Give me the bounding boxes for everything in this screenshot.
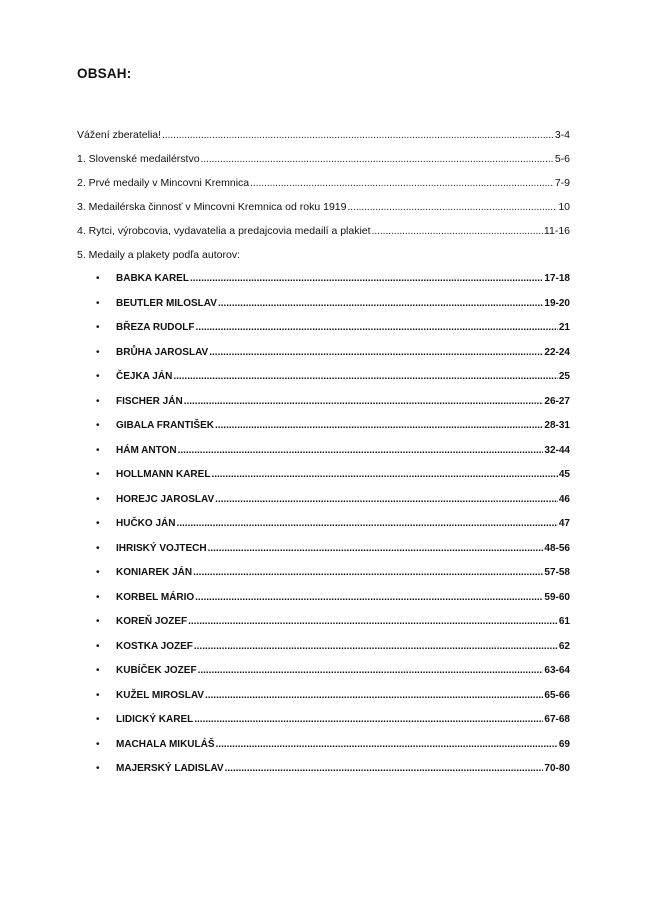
toc-entry-pages: 7-9 <box>554 177 570 189</box>
author-pages: 59-60 <box>544 591 570 603</box>
bullet-icon: • <box>96 395 100 407</box>
author-entry[interactable] <box>96 271 570 296</box>
toc-entry-chapter-3[interactable] <box>77 199 570 223</box>
author-pages: 65-66 <box>544 689 570 701</box>
dot-leader <box>184 394 544 410</box>
author-name: KOREŇ JOZEF <box>116 616 188 627</box>
toc-entry-chapter-2[interactable] <box>77 175 570 199</box>
author-pages: 57-58 <box>544 567 570 578</box>
bullet-icon: • <box>96 518 100 529</box>
author-name: GIBALA FRANTIŠEK <box>116 420 214 431</box>
dot-leader <box>211 467 557 483</box>
toc-entry-greeting[interactable] <box>77 127 570 151</box>
author-entry[interactable] <box>96 663 570 688</box>
author-entry[interactable] <box>96 688 570 713</box>
author-pages: 69 <box>558 738 570 750</box>
author-pages: 70-80 <box>544 763 570 774</box>
bullet-icon: • <box>96 420 100 431</box>
author-entry[interactable] <box>96 394 570 419</box>
author-name: FISCHER JÁN <box>116 395 183 407</box>
bullet-icon: • <box>96 469 100 480</box>
dot-leader <box>188 614 558 630</box>
toc-entry-label: 1. Slovenské medailérstvo <box>77 153 200 165</box>
bullet-icon: • <box>96 542 100 554</box>
author-pages: 26-27 <box>544 395 570 407</box>
bullet-icon: • <box>96 689 100 701</box>
toc-entry-chapter-5[interactable] <box>77 247 570 271</box>
author-entry[interactable] <box>96 541 570 566</box>
author-pages: 19-20 <box>544 297 570 309</box>
dot-leader <box>162 128 554 144</box>
dot-leader <box>372 224 543 240</box>
toc-entry-label: 5. Medaily a plakety podľa autorov: <box>77 249 240 261</box>
toc-entry-label: 3. Medailérska činnosť v Mincovni Kremnica od roku 1919 <box>77 201 347 213</box>
author-entry[interactable] <box>96 590 570 615</box>
author-name: HÁM ANTON <box>116 444 177 456</box>
dot-leader <box>176 516 557 532</box>
author-entry[interactable] <box>96 565 570 590</box>
dot-leader <box>215 418 543 434</box>
toc-entry-pages: 3-4 <box>554 129 570 141</box>
bullet-icon: • <box>96 297 100 309</box>
toc-entry-chapter-4[interactable] <box>77 223 570 247</box>
author-name: KORBEL MÁRIO <box>116 591 195 603</box>
author-name: ČEJKA JÁN <box>116 371 173 382</box>
dot-leader <box>201 152 554 168</box>
author-pages: 32-44 <box>544 444 570 456</box>
author-entry[interactable] <box>96 737 570 762</box>
author-pages: 28-31 <box>544 420 570 431</box>
author-name: KUBÍČEK JOZEF <box>116 665 197 676</box>
table-of-contents <box>77 127 570 271</box>
author-entry[interactable] <box>96 492 570 517</box>
author-entry[interactable] <box>96 369 570 394</box>
dot-leader <box>196 320 558 336</box>
author-pages: 17-18 <box>544 273 570 284</box>
author-name: IHRISKÝ VOJTECH <box>116 542 207 554</box>
dot-leader <box>250 176 554 192</box>
bullet-icon: • <box>96 714 100 725</box>
author-name: BEUTLER MILOSLAV <box>116 297 217 309</box>
author-entry[interactable] <box>96 614 570 639</box>
author-pages: 61 <box>558 616 570 627</box>
author-entry[interactable] <box>96 320 570 345</box>
bullet-icon: • <box>96 763 100 774</box>
author-entry[interactable] <box>96 761 570 786</box>
author-name: KOSTKA JOZEF <box>116 640 193 652</box>
author-name: HOREJC JAROSLAV <box>116 493 215 505</box>
toc-entry-label: Vážení zberatelia! <box>77 129 162 141</box>
author-name: KONIAREK JÁN <box>116 567 193 578</box>
author-name: HOLLMANN KAREL <box>116 469 211 480</box>
dot-leader <box>194 639 558 655</box>
toc-entry-pages: 10 <box>558 201 570 213</box>
author-entry[interactable] <box>96 712 570 737</box>
author-name: KUŽEL MIROSLAV <box>116 689 204 701</box>
author-name: MACHALA MIKULÁŠ <box>116 738 215 750</box>
author-entry[interactable] <box>96 467 570 492</box>
bullet-icon: • <box>96 665 100 676</box>
bullet-icon: • <box>96 371 100 382</box>
author-pages: 67-68 <box>544 714 570 725</box>
author-pages: 22-24 <box>544 346 570 358</box>
dot-leader <box>215 492 558 508</box>
author-pages: 62 <box>558 640 570 652</box>
bullet-icon: • <box>96 493 100 505</box>
author-pages: 46 <box>558 493 570 505</box>
author-pages: 47 <box>558 518 570 529</box>
bullet-icon: • <box>96 616 100 627</box>
bullet-icon: • <box>96 567 100 578</box>
dot-leader <box>209 345 543 361</box>
bullet-icon: • <box>96 738 100 750</box>
toc-entry-pages: 11-16 <box>543 225 570 237</box>
dot-leader <box>225 761 544 777</box>
page-title: OBSAH: <box>77 66 132 81</box>
toc-entry-chapter-1[interactable] <box>77 151 570 175</box>
toc-entry-label: 2. Prvé medaily v Mincovni Kremnica <box>77 177 250 189</box>
dot-leader <box>190 271 543 287</box>
toc-entry-label: 4. Rytci, výrobcovia, vydavatelia a predajcovia medailí a plakiet <box>77 225 371 237</box>
author-name: HUČKO JÁN <box>116 518 176 529</box>
author-name: BABKA KAREL <box>116 273 189 284</box>
dot-leader <box>205 688 543 704</box>
author-entry[interactable] <box>96 516 570 541</box>
author-pages: 45 <box>558 469 570 480</box>
bullet-icon: • <box>96 444 100 456</box>
author-entry[interactable] <box>96 345 570 370</box>
author-pages: 21 <box>558 322 570 333</box>
dot-leader <box>216 737 558 753</box>
author-name: LIDICKÝ KAREL <box>116 714 194 725</box>
toc-entry-pages: 5-6 <box>554 153 570 165</box>
bullet-icon: • <box>96 273 100 284</box>
dot-leader <box>193 565 543 581</box>
bullet-icon: • <box>96 322 100 333</box>
author-entry[interactable] <box>96 296 570 321</box>
bullet-icon: • <box>96 346 100 358</box>
dot-leader <box>198 663 544 679</box>
dot-leader <box>347 200 557 216</box>
author-name: MAJERSKÝ LADISLAV <box>116 763 224 774</box>
dot-leader <box>218 296 543 312</box>
dot-leader <box>178 443 544 459</box>
author-list <box>96 271 570 786</box>
author-pages: 63-64 <box>544 665 570 676</box>
author-entry[interactable] <box>96 639 570 664</box>
bullet-icon: • <box>96 640 100 652</box>
dot-leader <box>173 369 558 385</box>
author-entry[interactable] <box>96 418 570 443</box>
bullet-icon: • <box>96 591 100 603</box>
dot-leader <box>195 590 543 606</box>
author-name: BRŮHA JAROSLAV <box>116 346 209 358</box>
author-pages: 48-56 <box>544 542 570 554</box>
author-name: BŘEZA RUDOLF <box>116 322 195 333</box>
author-pages: 25 <box>558 371 570 382</box>
dot-leader <box>208 541 544 557</box>
dot-leader <box>194 712 543 728</box>
author-entry[interactable] <box>96 443 570 468</box>
